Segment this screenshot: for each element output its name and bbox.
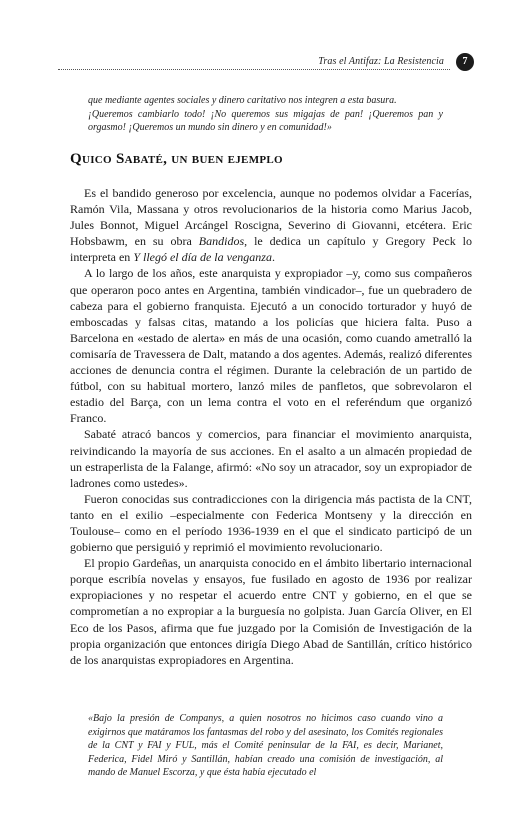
paragraph-1-part-a: Es el bandido generoso por excelencia, aunque no podemos olvidar a Facerías, Ramón Vila, Massana y otros revolucionarios de la historia como Marius Jacob, Jules Bonnot, Miguel Arcángel Roscigna, Severino di Giovanni, etcétera. Eric Hobsbawm, en su obra [70, 186, 472, 249]
body-text [70, 185, 472, 668]
paragraph-3: Sabaté atracó bancos y comercios, para financiar el movimiento anarquista, reivindicando la mayoría de sus acciones. En el asalto a un almacén propiedad de un estraperlista de la Falange, afirmó: «No soy un atracador, soy un expropiador de ladrones como ustedes». [70, 427, 472, 490]
header-dotted-rule [58, 69, 450, 70]
paragraph-1-part-b: , le dedica un capítulo y Gregory Peck lo interpreta en [70, 234, 472, 265]
quote-bottom-text: «Bajo la presión de Companys, a quien nosotros no hicimos caso cuando vino a exigirnos que matáramos los fantasmas del robo y del asesinato, los Comités regionales de la CNT y FAI y FUL, más el Comité peninsular de la FAI, es decir, Marianet, Federica, Fidel Miró y Santillán, habían creado una comisión de investigación, al mando de Manuel Escorza, y que ésta había ejecutado el [88, 713, 443, 779]
quote-block-bottom [88, 712, 443, 780]
paragraph-4: Fueron conocidas sus contradicciones con la dirigencia más pactista de la CNT, tanto en el exilio –especialmente con Federica Montseny y la dirección en Toulouse– como en el período 1936-1939 en el que el sindicato participó de un gobierno que persiguió y reprimió el movimiento revolucionario. [70, 491, 472, 555]
quote-top-line-2: ¡Queremos cambiarlo todo! ¡No queremos sus migajas de pan! ¡Queremos pan y orgasmo! ¡Queremos un mundo sin dinero y en comunidad!» [88, 108, 443, 134]
section-heading: Quico Sabaté, un buen ejemplo [70, 151, 283, 167]
running-title: Tras el Antifaz: La Resistencia [318, 56, 444, 67]
book-title-bandidos: Bandidos [198, 234, 245, 249]
paragraph-2: A lo largo de los años, este anarquista y expropiador –y, como sus compañeros que operaron poco antes en Argentina, también vindicador–, fue un quebradero de cabeza para el gobierno franquista. Ejecutó a un conocido torturador y huyó de emboscadas y falsas citas, matando a los policías que hiciera falta. Puso a Barcelona en «estado de alerta» en más de una ocasión, como cuando ametralló la comisaría de Travessera de Dalt, matando a dos agentes. Además, realizó diferentes acciones de denuncia contra el régimen. Durante la celebración de un partido de fútbol, con su habitual mortero, lanzó miles de panfletos, que sobrevolaron el estadio del Barça, con un lema contra el voto en el referéndum que organizó Franco. [70, 266, 472, 426]
quote-block-top [88, 94, 443, 135]
paragraph-5: El propio Gardeñas, un anarquista conocido en el ámbito libertario internacional porque escribía novelas y ensayos, fue fusilado en agosto de 1936 por realizar expropiaciones y no respetar el acuerdo entre CNT y gobierno, en el que se comprometían a no expropiar a la burguesía no golpista. Juan García Oliver, en El Eco de los Pasos, afirma que fue juzgado por la Comisión de Investigación de la propia organización que entonces dirigía Diego Abad de Santillán, crítico histórico de los anarquistas expropiadores en Argentina. [70, 556, 472, 667]
paragraph-1 [70, 185, 472, 265]
page-number-badge: 7 [456, 53, 474, 71]
quote-top-line-1: que mediante agentes sociales y dinero caritativo nos integren a esta basura. [88, 95, 397, 106]
paragraph-1-part-c: . [271, 250, 275, 265]
film-title: Y llegó el día de la venganza [133, 250, 272, 265]
running-header [58, 53, 474, 75]
